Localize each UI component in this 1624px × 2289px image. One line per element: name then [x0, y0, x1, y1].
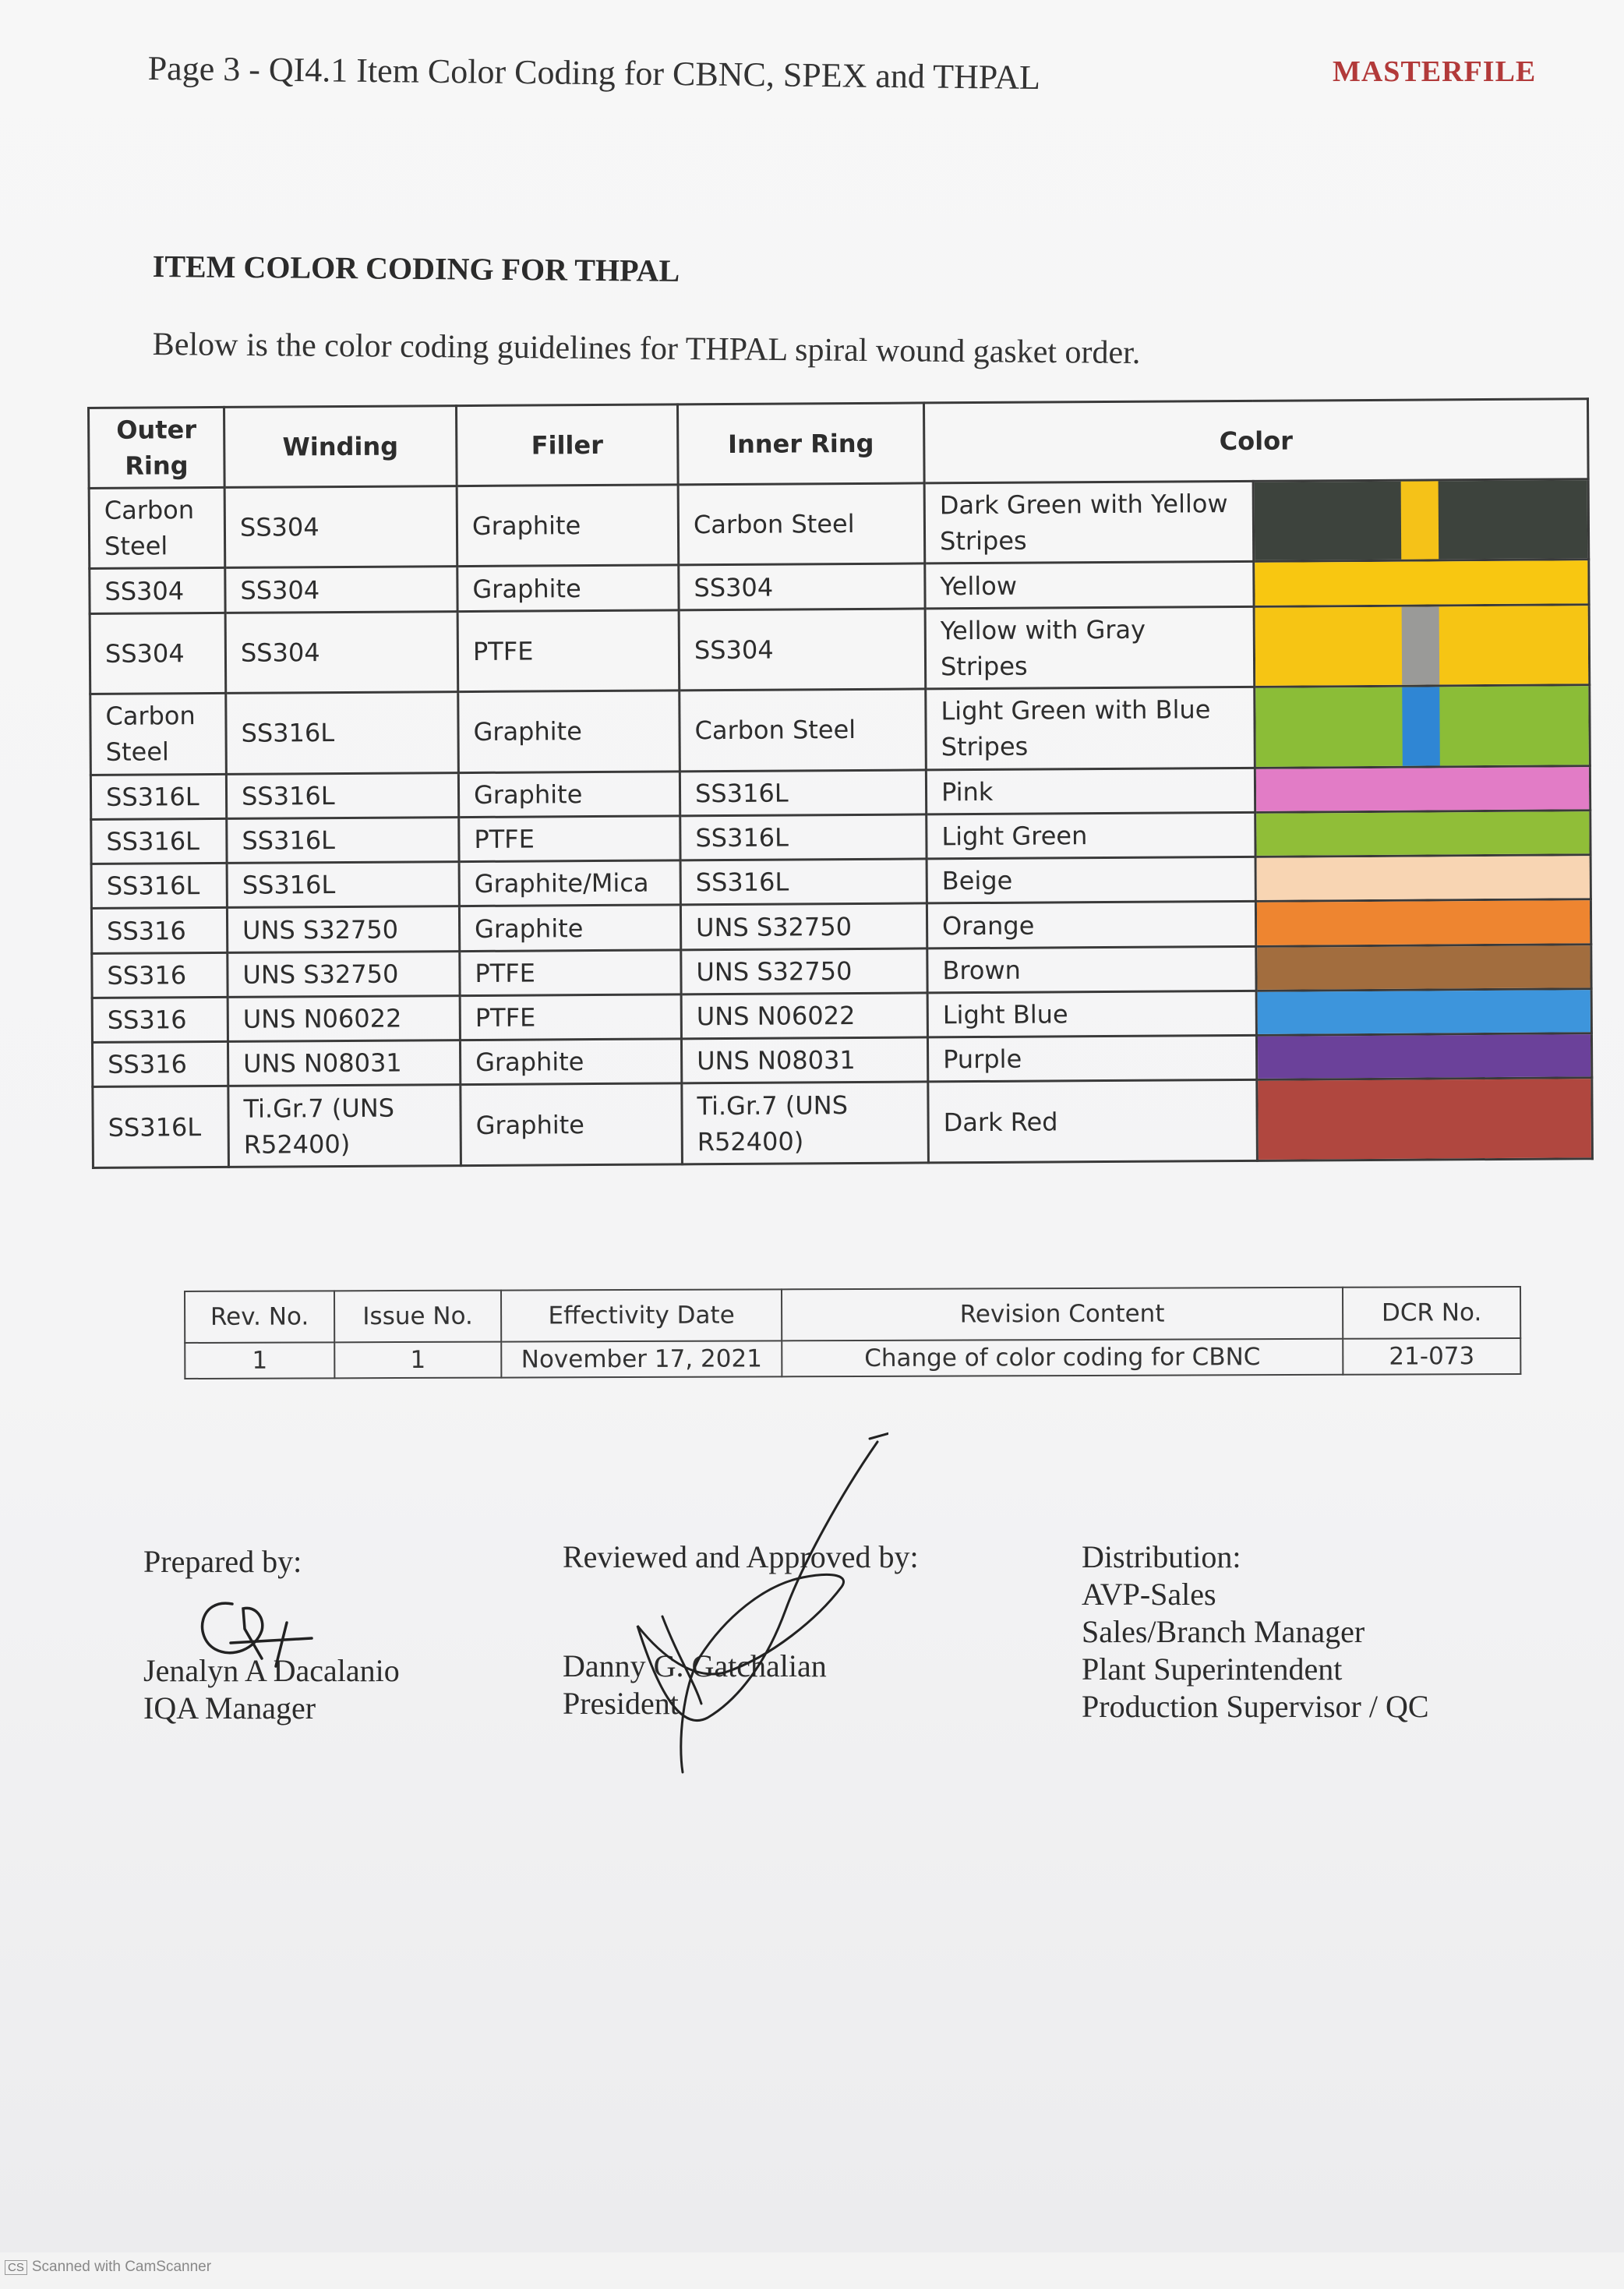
outer-ring-cell: SS316 [92, 997, 228, 1042]
color-name-cell: Light Blue [927, 991, 1256, 1037]
outer-ring-cell: SS316 [91, 908, 227, 953]
winding-cell: UNS N08031 [228, 1040, 460, 1086]
winding-cell: Ti.Gr.7 (UNS R52400) [228, 1085, 461, 1167]
winding-cell: SS316L [227, 862, 459, 908]
header-winding: Winding [224, 406, 457, 488]
outer-ring-cell: SS304 [90, 568, 225, 613]
color-swatch [1258, 990, 1590, 1034]
color-name-cell: Light Green with Blue Stripes [926, 687, 1255, 770]
rev-no-value: 1 [185, 1342, 334, 1379]
filler-cell: Graphite [461, 1083, 683, 1165]
winding-cell: SS304 [224, 486, 457, 568]
color-swatch-cell [1256, 989, 1591, 1036]
outer-ring-cell: SS316 [92, 1042, 228, 1087]
color-name-cell: Brown [927, 946, 1256, 993]
color-swatch-cell [1255, 765, 1590, 812]
filler-cell: Graphite [457, 565, 679, 611]
outer-ring-cell: SS316 [92, 952, 228, 998]
winding-cell: UNS S32750 [228, 951, 460, 997]
distribution-label: Distribution: [1082, 1539, 1241, 1574]
filler-cell: Graphite [459, 905, 680, 951]
header-color: Color [923, 399, 1588, 483]
filler-cell: PTFE [459, 816, 680, 862]
filler-cell: Graphite/Mica [459, 860, 680, 906]
header-inner-ring: Inner Ring [677, 403, 924, 485]
dcr-no-value: 21-073 [1343, 1338, 1520, 1375]
color-name-cell: Orange [927, 902, 1255, 948]
revision-content-value: Change of color coding for CBNC [782, 1339, 1343, 1377]
color-swatch-cell [1255, 811, 1590, 857]
reviewed-by-label: Reviewed and Approved by: [563, 1539, 919, 1574]
filler-cell: Graphite [458, 691, 680, 772]
table-row [89, 479, 1589, 569]
filler-cell: PTFE [460, 994, 681, 1040]
color-swatch [1256, 811, 1589, 856]
camscanner-text: Scanned with CamScanner [31, 2259, 212, 2275]
winding-cell: SS316L [226, 692, 459, 774]
table-header-row [89, 399, 1589, 489]
approved-signature-icon [608, 1423, 888, 1789]
issue-no-header: Issue No. [334, 1291, 501, 1343]
inner-ring-cell: SS304 [679, 609, 926, 691]
issue-no-value: 1 [334, 1342, 501, 1379]
inner-ring-cell: SS304 [679, 563, 925, 609]
outer-ring-cell: SS304 [90, 613, 226, 694]
revision-row [185, 1338, 1520, 1379]
inner-ring-cell: UNS N08031 [681, 1037, 927, 1083]
color-swatch [1257, 856, 1590, 900]
rev-no-header: Rev. No. [185, 1291, 334, 1343]
distribution-item: Sales/Branch Manager [1082, 1614, 1365, 1649]
color-stripe [1401, 481, 1439, 560]
inner-ring-cell: Carbon Steel [678, 483, 925, 565]
outer-ring-cell: SS316L [93, 1086, 229, 1168]
color-swatch [1256, 767, 1589, 811]
reviewed-by-name: Danny G. Gatchalian [563, 1648, 827, 1683]
winding-cell: SS304 [225, 567, 457, 613]
inner-ring-cell: Carbon Steel [680, 689, 927, 771]
color-coding-table [87, 397, 1594, 1169]
prepared-by-title: IQA Manager [143, 1690, 316, 1726]
color-swatch-cell [1254, 604, 1590, 687]
color-swatch [1257, 945, 1590, 990]
distribution-block [1082, 1538, 1429, 1726]
inner-ring-cell: Ti.Gr.7 (UNS R52400) [682, 1082, 929, 1164]
dcr-no-header: DCR No. [1343, 1287, 1520, 1339]
color-swatch-cell [1254, 560, 1589, 606]
camscanner-footer [5, 2259, 211, 2276]
winding-cell: SS316L [226, 772, 458, 818]
winding-cell: UNS S32750 [227, 906, 459, 952]
color-table-body [89, 479, 1592, 1168]
color-name-cell: Purple [927, 1036, 1256, 1083]
revision-table [184, 1286, 1521, 1379]
color-swatch-cell [1253, 479, 1589, 562]
outer-ring-cell: SS316L [91, 818, 227, 864]
filler-cell: Graphite [457, 485, 679, 567]
color-swatch [1255, 561, 1587, 606]
outer-ring-cell: SS316L [91, 864, 227, 909]
color-name-cell: Yellow [925, 562, 1254, 609]
filler-cell: Graphite [458, 772, 680, 818]
outer-ring-cell: SS316L [90, 774, 226, 819]
reviewed-by-title: President [563, 1686, 679, 1721]
outer-ring-cell: Carbon Steel [89, 487, 225, 569]
color-name-cell: Pink [926, 768, 1255, 814]
intro-paragraph: Below is the color coding guidelines for THPAL spiral wound gasket order. [152, 326, 1141, 372]
table-row [93, 1078, 1593, 1167]
header-outer-ring: Outer Ring [89, 407, 225, 488]
color-swatch [1258, 1034, 1590, 1079]
prepared-by-label: Prepared by: [143, 1544, 302, 1579]
distribution-item: AVP-Sales [1082, 1577, 1216, 1612]
outer-ring-cell: Carbon Steel [90, 694, 227, 775]
color-name-cell: Yellow with Gray Stripes [925, 606, 1255, 689]
inner-ring-cell: UNS N06022 [681, 993, 927, 1039]
color-name-cell: Dark Green with Yellow Stripes [924, 481, 1254, 563]
revision-header-row [185, 1287, 1520, 1343]
color-name-cell: Dark Red [928, 1080, 1258, 1163]
color-swatch [1258, 1079, 1591, 1160]
table-row [90, 685, 1590, 775]
filler-cell: PTFE [460, 950, 681, 996]
revision-content-header: Revision Content [782, 1288, 1343, 1341]
color-swatch-cell [1255, 855, 1590, 902]
filler-cell: Graphite [460, 1039, 681, 1085]
masterfile-stamp: MASTERFILE [1333, 55, 1537, 88]
inner-ring-cell: SS316L [680, 814, 927, 860]
color-name-cell: Light Green [927, 812, 1255, 859]
color-swatch-cell [1256, 944, 1591, 991]
color-swatch-cell [1257, 1078, 1593, 1160]
inner-ring-cell: SS316L [680, 770, 926, 816]
color-swatch-cell [1255, 899, 1590, 946]
effectivity-date-header: Effectivity Date [501, 1289, 782, 1341]
header-filler: Filler [457, 404, 679, 486]
color-name-cell: Beige [927, 857, 1255, 904]
inner-ring-cell: SS316L [680, 859, 927, 905]
color-stripe [1402, 606, 1440, 685]
page-title: Page 3 - QI4.1 Item Color Coding for CBNC, SPEX and THPAL [147, 48, 1041, 97]
winding-cell: SS316L [227, 818, 459, 864]
inner-ring-cell: UNS S32750 [680, 903, 927, 949]
camscanner-logo-icon: CS [5, 2260, 27, 2275]
prepared-signature-icon [184, 1574, 324, 1676]
color-swatch-cell [1256, 1033, 1591, 1080]
prepared-by-name: Jenalyn A Dacalanio [143, 1653, 400, 1688]
winding-cell: UNS N06022 [228, 995, 460, 1041]
distribution-item: Plant Superintendent [1082, 1651, 1343, 1687]
color-swatch-cell [1255, 685, 1590, 768]
section-heading: ITEM COLOR CODING FOR THPAL [152, 248, 680, 288]
color-swatch [1257, 901, 1590, 945]
color-stripe [1402, 687, 1440, 766]
inner-ring-cell: UNS S32750 [681, 948, 927, 994]
filler-cell: PTFE [457, 610, 680, 692]
table-row [90, 604, 1590, 694]
distribution-item: Production Supervisor / QC [1082, 1689, 1429, 1724]
effectivity-date-value: November 17, 2021 [501, 1341, 782, 1377]
winding-cell: SS304 [225, 611, 458, 693]
